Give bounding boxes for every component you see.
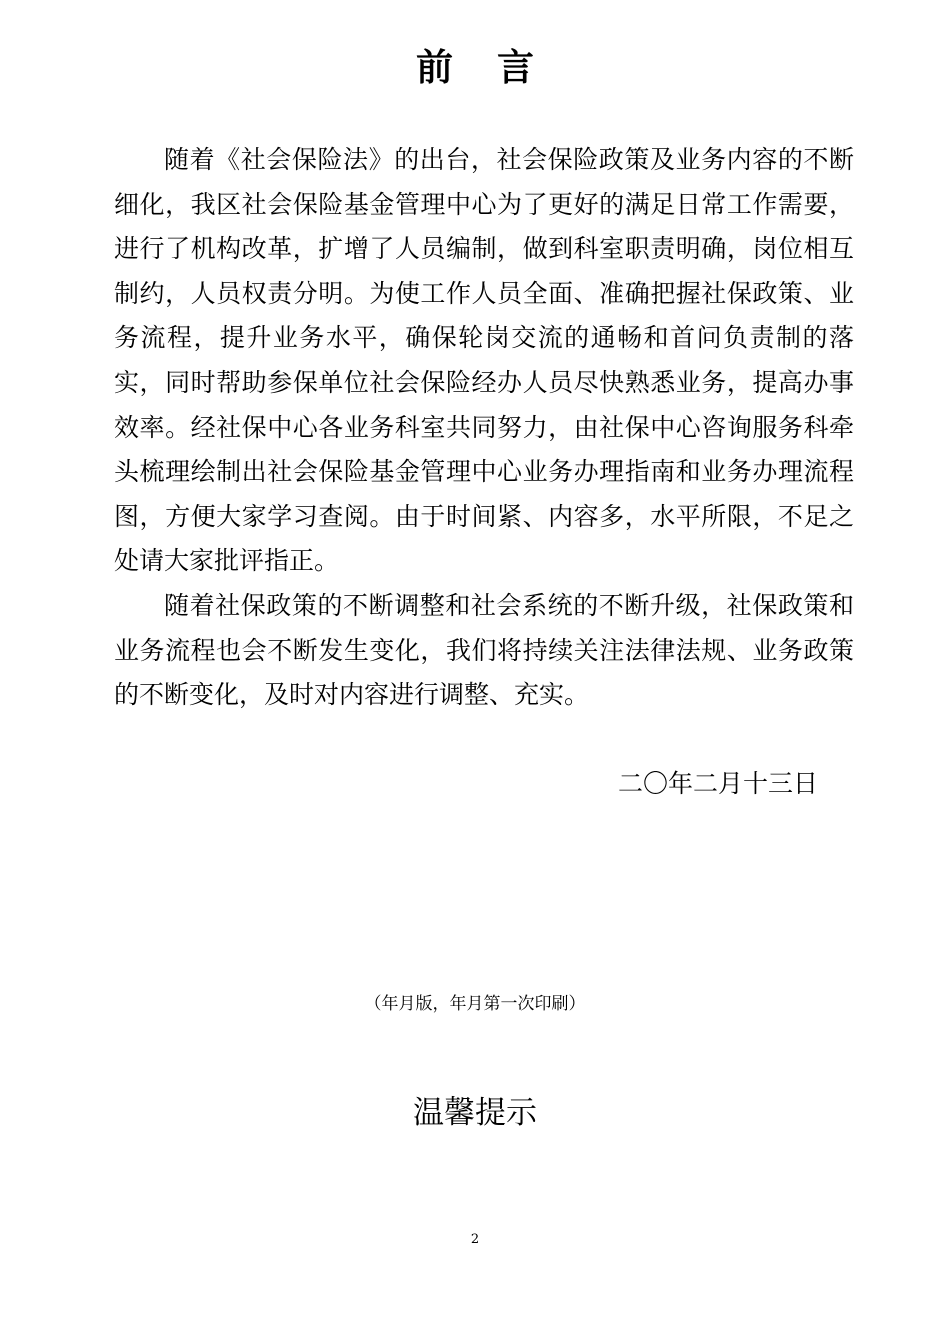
preface-date: 二〇年二月十三日 <box>618 769 819 798</box>
preface-paragraph-1: 随着《社会保险法》的出台，社会保险政策及业务内容的不断细化，我区社会保险基金管理中心为了更好的满足日常工作需要，进行了机构改革，扩增了人员编制，做到科室职责明确，岗位相互制约，人员权责分明。为使工作人员全面、准确把握社保政策、业务流程，提升业务水平，确保轮岗交流的通畅和首问负责制的落实，同时帮助参保单位社会保险经办人员尽快熟悉业务，提高办事效率。经社保中心各业务科室共同努力，由社保中心咨询服务科牵头梳理绘制出社会保险基金管理中心业务办理指南和业务办理流程图，方便大家学习查阅。由于时间紧、内容多，水平所限，不足之处请大家批评指正。 <box>114 145 854 576</box>
page-number: 2 <box>470 1232 480 1247</box>
section-heading-tips: 温馨提示 <box>413 1095 537 1131</box>
preface-paragraph-2: 随着社保政策的不断调整和社会系统的不断升级，社保政策和业务流程也会不断发生变化，我们将持续关注法律法规、业务政策的不断变化，及时对内容进行调整、充实。 <box>114 591 854 710</box>
page-title: 前言 <box>416 46 578 89</box>
edition-note: （年月版，年月第一次印刷） <box>364 994 586 1014</box>
